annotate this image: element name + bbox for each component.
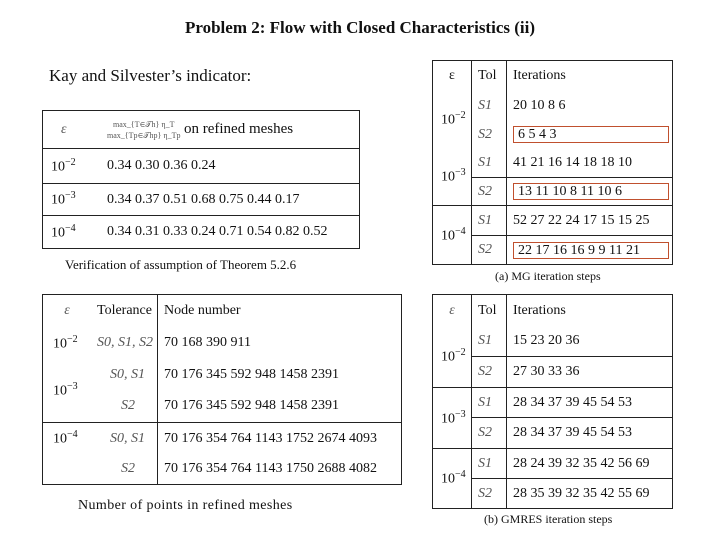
table-cell: S2 <box>472 357 507 388</box>
highlight-box: 22 17 16 16 9 9 11 21 <box>513 242 669 259</box>
table3-caption: Number of points in refined meshes <box>78 498 293 513</box>
table-cell: 10 <box>441 170 455 186</box>
table-row <box>433 206 673 236</box>
table-cell: 0.34 0.31 0.33 0.24 0.71 0.54 0.82 0.52 <box>107 224 328 239</box>
table-cell: 10 <box>441 228 455 244</box>
table-row <box>433 388 673 418</box>
table-cell: on refined meshes <box>183 120 294 137</box>
table-cell: ε <box>449 67 455 83</box>
table-cell: 52 27 22 24 17 15 15 25 <box>507 206 673 236</box>
table-cell: −3 <box>67 380 78 392</box>
table-cell: Node number <box>158 295 402 328</box>
mg-iteration-table <box>432 60 673 265</box>
slide-subtitle: Kay and Silvester’s indicator: <box>49 66 252 85</box>
table-row <box>433 449 673 479</box>
gmres-iteration-table <box>432 294 673 509</box>
table-row <box>43 423 402 455</box>
table-row <box>433 91 673 121</box>
table-cell: 10 <box>53 431 67 447</box>
table-cell: S2 <box>472 479 507 509</box>
table-cell: 10 <box>53 336 67 352</box>
table-row <box>43 391 402 423</box>
table-cell: S2 <box>472 121 507 149</box>
ratio-header <box>101 111 360 149</box>
table2-caption: (a) MG iteration steps <box>495 269 601 283</box>
table-cell: 10 <box>51 192 65 208</box>
highlight-box: 6 5 4 3 <box>513 126 669 143</box>
table-cell: 15 23 20 36 <box>507 327 673 357</box>
table-row <box>433 149 673 178</box>
table-cell: ε <box>64 303 70 319</box>
table-cell: 28 24 39 32 35 42 56 69 <box>507 449 673 479</box>
table-cell: −4 <box>455 469 466 481</box>
table-row <box>43 184 360 216</box>
table-cell: −2 <box>65 156 76 168</box>
table-cell: S2 <box>121 398 135 414</box>
table-cell: S2 <box>121 461 135 477</box>
table-cell: Tolerance <box>97 303 152 319</box>
table-cell: Iterations <box>507 61 673 91</box>
table-cell: −3 <box>455 167 466 179</box>
table-cell: −4 <box>67 429 78 440</box>
table-cell: 70 176 354 764 1143 1752 2674 4093 <box>158 423 402 455</box>
table-cell: −2 <box>455 110 466 122</box>
table-cell: 70 176 354 764 1143 1750 2688 4082 <box>158 455 402 485</box>
table-cell: 10 <box>441 471 455 487</box>
table-cell: −4 <box>455 225 466 237</box>
table-cell: S2 <box>472 236 507 265</box>
table-cell: S1 <box>472 91 507 121</box>
eps-header: ε <box>61 121 67 137</box>
table-cell: 28 35 39 32 35 42 55 69 <box>507 479 673 509</box>
table1-caption: Verification of assumption of Theorem 5.2.6 <box>65 257 297 272</box>
slide-title: Problem 2: Flow with Closed Characteristics (ii) <box>184 18 535 37</box>
table-cell: S0, S1 <box>110 430 145 446</box>
indicator-table <box>42 110 360 249</box>
table-row <box>43 149 360 184</box>
table-cell: S2 <box>472 178 507 206</box>
table-cell: Tol <box>472 61 507 91</box>
table-cell: −4 <box>65 222 76 234</box>
table-cell: 0.34 0.37 0.51 0.68 0.75 0.44 0.17 <box>107 191 300 207</box>
table-cell: 28 34 37 39 45 54 53 <box>507 418 673 449</box>
table-cell: max_{Tp∈𝒯hp} η_Tp <box>107 130 181 140</box>
table-cell: 70 176 345 592 948 1458 2391 <box>158 359 402 391</box>
table-cell: 41 21 16 14 18 18 10 <box>507 149 673 178</box>
table-cell: 0.34 0.30 0.36 0.24 <box>107 158 216 173</box>
table-cell: 20 10 8 6 <box>507 91 673 121</box>
table-cell: 10 <box>441 411 455 427</box>
table-row <box>43 455 402 485</box>
highlight-box: 13 11 10 8 11 10 6 <box>513 183 669 200</box>
table-cell: 10 <box>53 383 67 399</box>
table-cell: Iterations <box>507 295 673 327</box>
table-cell: S0, S1, S2 <box>97 335 153 350</box>
table-row <box>43 216 360 249</box>
table-cell: 28 34 37 39 45 54 53 <box>507 388 673 418</box>
table-cell: 70 176 345 592 948 1458 2391 <box>158 391 402 423</box>
table-cell: −2 <box>67 333 78 345</box>
table-cell: 10 <box>441 350 455 366</box>
table4-caption: (b) GMRES iteration steps <box>484 512 613 526</box>
node-number-table <box>42 294 402 485</box>
table-cell: S1 <box>472 149 507 178</box>
table-cell: S1 <box>472 206 507 236</box>
table-cell: ε <box>449 302 455 318</box>
table-cell: S1 <box>472 388 507 418</box>
table-cell: S1 <box>472 449 507 479</box>
table-cell: 70 168 390 911 <box>158 328 402 359</box>
table-cell: 27 30 33 36 <box>507 357 673 388</box>
table-cell: S1 <box>472 327 507 357</box>
table-row <box>43 359 402 391</box>
table-cell: −2 <box>455 347 466 359</box>
table-cell: 10 <box>51 159 65 175</box>
table-cell: S0, S1 <box>110 366 145 382</box>
table-cell: Tol <box>472 295 507 327</box>
table-cell: S2 <box>472 418 507 449</box>
table-cell: −3 <box>455 408 466 420</box>
table-cell: 10 <box>441 112 455 128</box>
table-cell: −3 <box>65 190 76 202</box>
table-row <box>43 328 402 359</box>
table-cell: max_{T∈𝒯h} η_T <box>113 119 175 129</box>
table-row <box>433 327 673 357</box>
table-cell: 10 <box>51 225 65 241</box>
